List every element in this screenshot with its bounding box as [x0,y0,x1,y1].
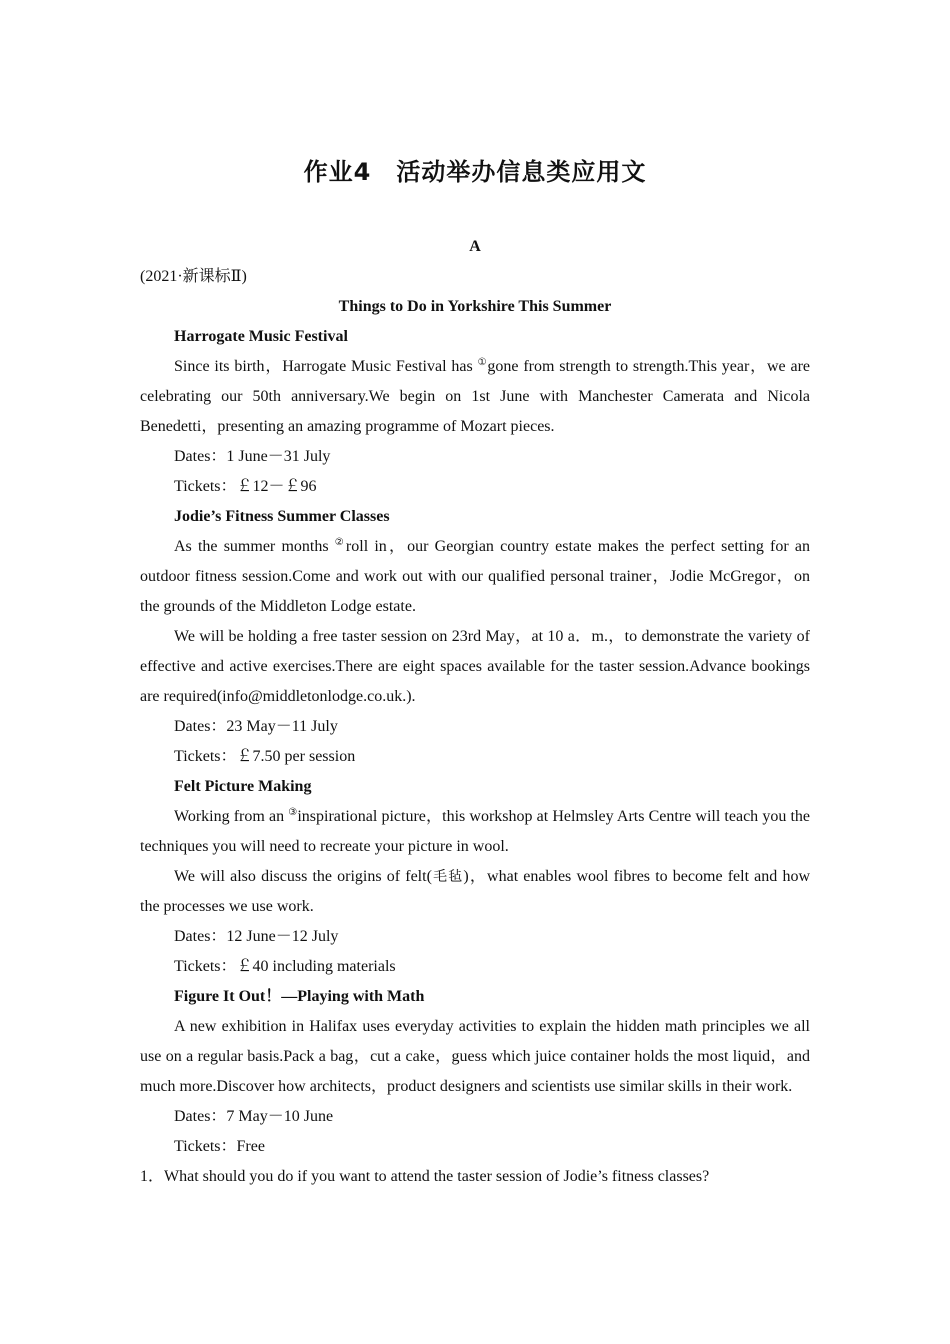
event-heading: Harrogate Music Festival [174,328,348,345]
annotation-marker: ③ [288,807,298,818]
paragraph-text: Working from an [174,808,289,825]
annotation-marker: ② [334,537,346,548]
event-paragraph: We will be holding a free taster session on 23rd May，at 10 a．m.，to demonstrate the variety of effective and active exercises.There are eight spaces available for the taster session.Advance bookings are required(info@middletonlodge.co.uk.). [140,628,810,705]
event-dates: Dates：1 June－31 July [174,448,331,465]
event-tickets: Tickets：￡40 including materials [174,958,396,975]
paragraph-text: roll in，our Georgian country estate makes the perfect setting for an outdoor fitness session.Come and work out with our qualified personal trainer，Jodie McGregor，on the grounds of the Middleton Lodge estate. [140,538,810,615]
document-body [140,232,810,1192]
event-paragraph: A new exhibition in Halifax uses everyday activities to explain the hidden math principles we all use on a regular basis.Pack a bag，cut a cake，guess which juice container holds the most liquid，and much more.Discover how architects，product designers and scientists use similar skills in their work. [140,1018,810,1095]
chinese-gloss: 毛毡 [431,869,464,885]
event-tickets: Tickets：￡7.50 per session [174,748,356,765]
event-tickets: Tickets：Free [174,1138,265,1155]
paragraph-text: gone from strength to strength.This year，we are celebrating our 50th anniversary.We begin on 1st June with Manchester Camerata and Nicola Benedetti，presenting an amazing programme of Mozart pieces. [140,358,810,435]
paragraph-text: Since its birth，Harrogate Music Festival has [174,358,478,375]
event-heading: Felt Picture Making [174,778,312,795]
paragraph-text: inspirational picture，this workshop at Helmsley Arts Centre will teach you the techniques you will need to recreate your picture in wool. [140,808,810,855]
page-title: 作业4 活动举办信息类应用文 [303,158,647,186]
event-dates: Dates：23 May－11 July [174,718,338,735]
event-paragraph [140,802,810,862]
event-dates: Dates：7 May－10 June [174,1108,334,1125]
event-dates: Dates：12 June－12 July [174,928,339,945]
paragraph-text: )，what enables wool fibres to become felt and how the processes we use work. [140,868,811,915]
event-heading: Jodie’s Fitness Summer Classes [174,508,390,525]
source-label: (2021·新课标Ⅱ) [140,268,247,285]
event-tickets: Tickets：￡12－￡96 [174,478,317,495]
passage-title: Things to Do in Yorkshire This Summer [338,298,612,315]
paragraph-text: We will also discuss the origins of felt( [174,868,432,885]
question-1: 1．What should you do if you want to attend the taster session of Jodie’s fitness classes? [140,1168,710,1185]
section-label: A [469,238,481,255]
event-paragraph [140,862,810,922]
event-paragraph [140,532,810,622]
annotation-marker: ① [477,357,488,368]
event-heading: Figure It Out！—Playing with Math [174,988,425,1005]
paragraph-text: As the summer months [174,538,335,555]
event-paragraph [140,352,810,442]
